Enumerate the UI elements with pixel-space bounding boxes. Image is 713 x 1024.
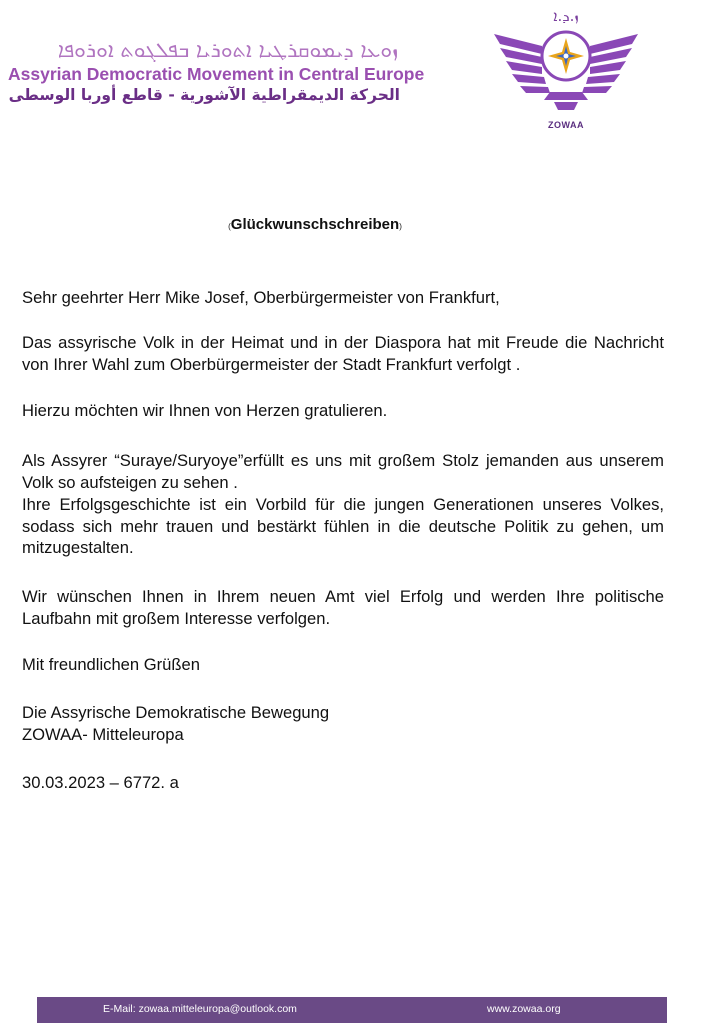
footer-website: www.zowaa.org bbox=[487, 1003, 561, 1015]
logo-top-text: ܙ.ܕ.ܐ bbox=[553, 7, 579, 25]
footer-email: E-Mail: zowaa.mitteleuropa@outlook.com bbox=[103, 1003, 297, 1015]
org-name-english: Assyrian Democratic Movement in Central Europe bbox=[8, 64, 425, 84]
letter-title: (Glückwunschschreiben) bbox=[228, 216, 402, 233]
sender-name: Die Assyrische Demokratische Bewegung bbox=[22, 703, 330, 722]
zowaa-logo bbox=[490, 4, 642, 134]
salutation: Sehr geehrter Herr Mike Josef, Oberbürgermeister von Frankfurt, bbox=[22, 288, 500, 307]
letter-title-text: Glückwunschschreiben bbox=[230, 216, 400, 233]
org-name-syriac: ܙܘܥܐ ܕܝܡܘܩܪܛܝܐ ܐܬܘܪܝܐ ܒܦܠܓܘܬ ܐܘܪܘܦܐ bbox=[57, 38, 399, 62]
closing: Mit freundlichen Grüßen bbox=[22, 655, 201, 674]
paragraph-congratulation-wish: Hierzu möchten wir Ihnen von Herzen gratulieren. bbox=[22, 401, 388, 420]
logo-label: ZOWAA bbox=[548, 120, 584, 130]
paragraph-pride: Als Assyrer “Suraye/Suryoye”erfüllt es uns mit großem Stolz jemanden aus unserem Volk so aufsteigen zu sehen . bbox=[22, 451, 664, 492]
paragraph-role-model: Ihre Erfolgsgeschichte ist ein Vorbild für die jungen Generationen unseres Volkes, sodass sich mehr trauen und bestärkt fühlen in die deutsche Politik zu gehen, um mitzugestalten. bbox=[22, 495, 664, 557]
paragraph-congratulation: Das assyrische Volk in der Heimat und in der Diaspora hat mit Freude die Nachricht von Ihrer Wahl zum Oberbürgermeister der Stadt Frankfurt verfolgt . bbox=[22, 333, 664, 374]
footer-bar bbox=[37, 997, 667, 1023]
paragraph-wishes: Wir wünschen Ihnen in Ihrem neuen Amt viel Erfolg und werden Ihre politische Laufbahn mit großem Interesse verfolgen. bbox=[22, 587, 664, 628]
sender-branch: ZOWAA- Mitteleuropa bbox=[22, 725, 184, 744]
letter-date: 30.03.2023 – 6772. a bbox=[22, 773, 179, 792]
org-name-arabic: الحركة الديمقراطية الآشورية - قاطع أوربا الوسطى bbox=[8, 86, 400, 104]
